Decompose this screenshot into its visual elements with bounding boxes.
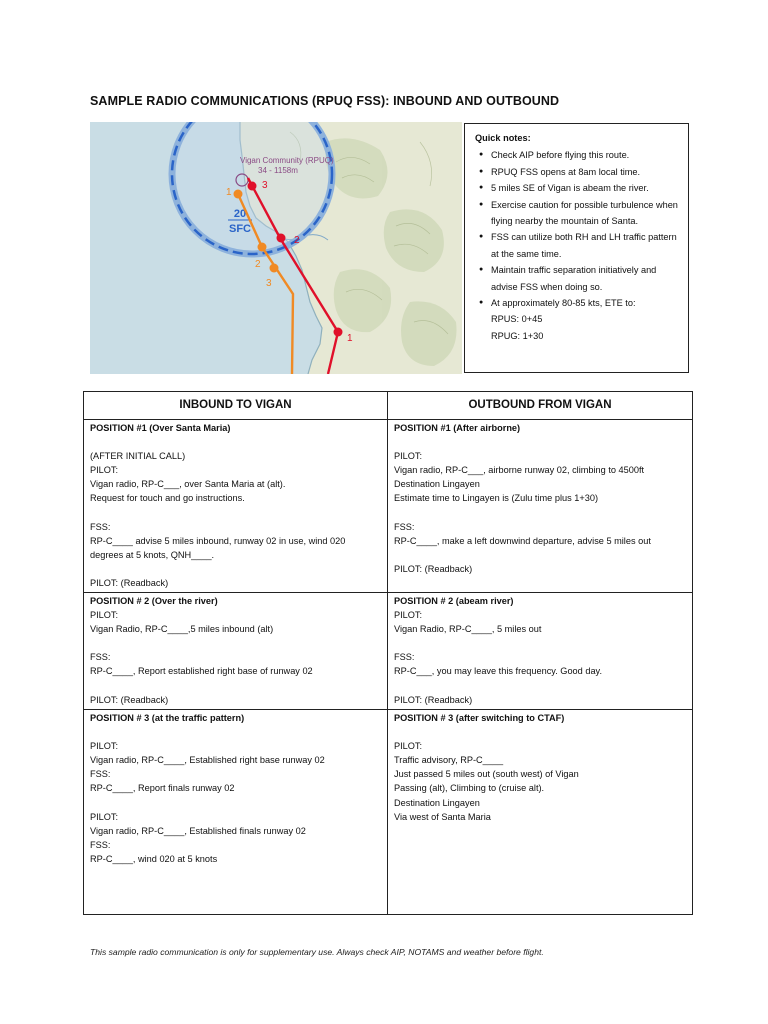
position-text: (AFTER INITIAL CALL) PILOT: Vigan radio, RP-C___, over Santa Maria at (alt). Request for touch and go instructions. FSS: RP-C____ advise 5 miles inbound, runway 02 in use, wind 020 degrees at 5 knots, QNH____. PILOT: (Readback) — [90, 451, 346, 589]
position-heading: POSITION #1 (After airborne) — [394, 423, 521, 433]
note-item-ete — [491, 295, 680, 344]
inbound-label-3: 3 — [266, 278, 272, 289]
airspace-lower-label: SFC — [229, 223, 251, 235]
header-inbound: INBOUND TO VIGAN — [84, 392, 388, 420]
inbound-point-3 — [270, 264, 279, 273]
inbound-position-2 — [84, 593, 388, 710]
airport-elevation: 34 - 1158m — [258, 166, 298, 175]
header-outbound: OUTBOUND FROM VIGAN — [388, 392, 693, 420]
position-text: PILOT: Vigan Radio, RP-C____,5 miles inbound (alt) FSS: RP-C____, Report established right base of runway 02 PILOT: (Readback) — [90, 610, 313, 705]
airport-label: Vigan Community (RPUQ) — [240, 156, 334, 165]
note-item: ● FSS can utilize both RH and LH traffic pattern at the same time. — [491, 229, 680, 262]
inbound-position-1 — [84, 420, 388, 593]
position-text: PILOT: Vigan Radio, RP-C____, 5 miles out FSS: RP-C___, you may leave this frequency. Good day. PILOT: (Readback) — [394, 610, 603, 705]
quick-notes-title: Quick notes: — [475, 133, 531, 143]
inbound-point-1 — [234, 190, 243, 199]
outbound-position-2 — [388, 593, 693, 710]
inbound-point-2 — [258, 243, 267, 252]
inbound-label-2: 2 — [255, 259, 261, 270]
note-item: ● Check AIP before flying this route. — [491, 147, 680, 163]
route-map — [90, 122, 462, 374]
quick-notes-box — [464, 123, 689, 373]
position-text: PILOT: Traffic advisory, RP-C____ Just passed 5 miles out (south west) of Vigan Passing (alt), Climbing to (cruise alt). Destination Lingayen Via west of Santa Maria — [394, 741, 579, 822]
outbound-point-1 — [334, 328, 343, 337]
position-heading: POSITION # 2 (Over the river) — [90, 596, 218, 606]
note-item: ● RPUQ FSS opens at 8am local time. — [491, 164, 680, 180]
outbound-point-2 — [277, 234, 286, 243]
page-title: SAMPLE RADIO COMMUNICATIONS (RPUQ FSS): INBOUND AND OUTBOUND — [90, 94, 560, 108]
inbound-position-3 — [84, 710, 388, 915]
outbound-label-2: 2 — [294, 235, 300, 246]
outbound-point-3 — [248, 182, 257, 191]
outbound-position-1 — [388, 420, 693, 593]
inbound-label-1: 1 — [226, 187, 232, 198]
airspace-upper-label: 20 — [233, 208, 247, 220]
radio-comm-table — [83, 391, 693, 915]
outbound-position-3 — [388, 710, 693, 915]
quick-notes-list — [475, 147, 680, 344]
note-item: ● 5 miles SE of Vigan is abeam the river. — [491, 180, 680, 196]
position-heading: POSITION #1 (Over Santa Maria) — [90, 423, 231, 433]
position-heading: POSITION # 3 (after switching to CTAF) — [394, 713, 565, 723]
note-item: ● Exercise caution for possible turbulence when flying nearby the mountain of Santa. — [491, 197, 680, 230]
ete-rpug: RPUG: 1+30 — [491, 330, 544, 341]
ete-intro: At approximately 80-85 kts, ETE to: — [491, 298, 636, 309]
outbound-label-3: 3 — [262, 180, 268, 191]
position-heading: POSITION # 3 (at the traffic pattern) — [90, 713, 245, 723]
footer-disclaimer: This sample radio communication is only for supplementary use. Always check AIP, NOTAMS and weather before flight. — [90, 947, 544, 957]
note-item: ● Maintain traffic separation initiatively and advise FSS when doing so. — [491, 262, 680, 295]
position-text: PILOT: Vigan radio, RP-C___, airborne runway 02, climbing to 4500ft Destination Lingayen Estimate time to Lingayen is (Zulu time plus 1+30) FSS: RP-C____, make a left downwind departure, advise 5 miles out PILOT: (Readback) — [394, 451, 651, 574]
position-heading: POSITION # 2 (abeam river) — [394, 596, 514, 606]
position-text: PILOT: Vigan radio, RP-C____, Established right base runway 02 FSS: RP-C____, Report finals runway 02 PILOT: Vigan radio, RP-C____, Established finals runway 02 FSS: RP-C____, wind 020 at 5 knots — [90, 741, 325, 864]
outbound-label-1: 1 — [347, 333, 353, 344]
ete-rpus: RPUS: 0+45 — [491, 314, 543, 325]
